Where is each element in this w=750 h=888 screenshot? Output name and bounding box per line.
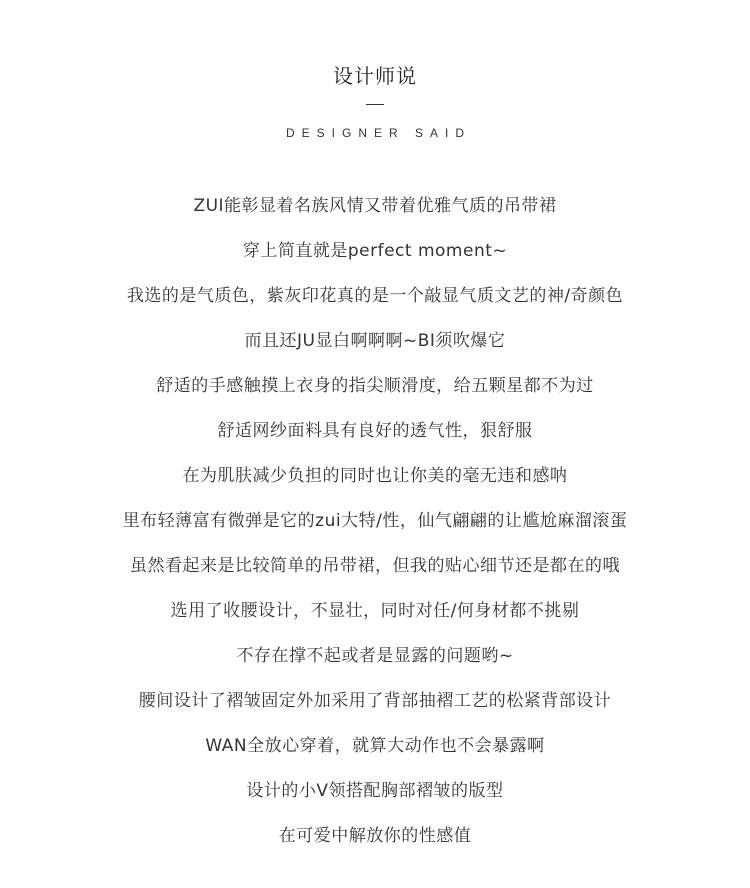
section-subtitle: DESIGNER SAID xyxy=(285,126,472,140)
description-line: 而且还JU显白啊啊啊~BI须吹爆它 xyxy=(244,331,506,351)
description-line: WAN全放心穿着，就算大动作也不会暴露啊 xyxy=(205,736,545,756)
description-line: 舒适网纱面料具有良好的透气性，狠舒服 xyxy=(217,421,533,441)
description-line: 里布轻薄富有微弹是它的zui大特/性，仙气翩翩的让尴尬麻溜滚蛋 xyxy=(122,511,628,531)
description-line: 我选的是气质色，紫灰印花真的是一个敲显气质文艺的神/奇颜色 xyxy=(126,286,624,306)
designer-description xyxy=(0,192,750,867)
description-line: 在可爱中解放你的性感值 xyxy=(278,826,472,846)
description-line: ZUI能彰显着名族风情又带着优雅气质的吊带裙 xyxy=(193,196,557,216)
description-line: 虽然看起来是比较简单的吊带裙，但我的贴心细节还是都在的哦 xyxy=(130,556,620,576)
description-line: 不存在撑不起或者是显露的问题哟~ xyxy=(236,646,514,666)
section-header xyxy=(0,62,750,141)
section-title: 设计师说 xyxy=(333,64,417,88)
description-line: 舒适的手感触摸上衣身的指尖顺滑度，给五颗星都不为过 xyxy=(156,376,594,396)
description-line: 在为肌肤减少负担的同时也让你美的毫无违和感呐 xyxy=(182,466,568,486)
description-line: 设计的小V领搭配胸部褶皱的版型 xyxy=(246,781,504,801)
title-divider xyxy=(366,104,384,105)
description-line: 穿上简直就是perfect moment~ xyxy=(242,241,508,261)
description-line: 腰间设计了褶皱固定外加采用了背部抽褶工艺的松紧背部设计 xyxy=(138,691,612,711)
description-line: 选用了收腰设计，不显壮，同时对任/何身材都不挑剔 xyxy=(170,601,580,621)
